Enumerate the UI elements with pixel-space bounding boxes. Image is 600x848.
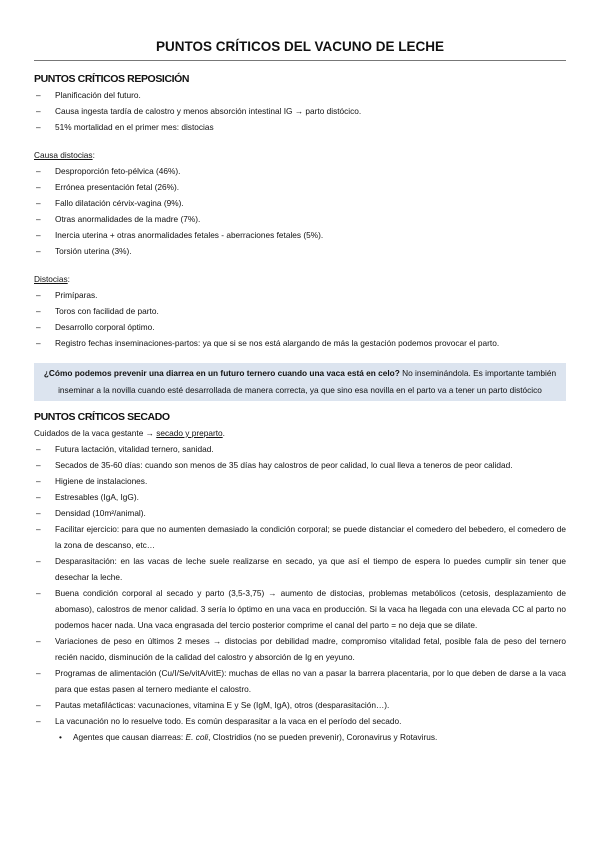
document-page <box>34 38 566 745</box>
list-item <box>34 553 566 585</box>
list-item <box>34 335 566 351</box>
list-item-text: Desarrollo corporal óptimo. <box>55 322 155 332</box>
list-item <box>34 713 566 729</box>
list-item <box>34 163 566 179</box>
list-item-text: Higiene de instalaciones. <box>55 476 148 486</box>
dash-marker: – <box>36 492 41 502</box>
dash-marker: – <box>36 246 41 256</box>
list-item: • Agentes que causan diarreas: E. coli, Clostridios (no se pueden prevenir), Coronavirus y Rotavirus. <box>59 732 438 742</box>
list-item <box>34 521 566 553</box>
section-heading-secado: PUNTOS CRÍTICOS SECADO <box>34 411 170 423</box>
list-item <box>34 585 566 633</box>
list-item <box>34 211 566 227</box>
list-item-text: Otras anormalidades de la madre (7%). <box>55 214 201 224</box>
dash-marker: – <box>36 166 41 176</box>
list-item-text: Fallo dilatación cérvix-vagina (9%). <box>55 198 184 208</box>
dash-marker: – <box>36 214 41 224</box>
list-item <box>34 195 566 211</box>
list-item-text: La vacunación no lo resuelve todo. Es común desparasitar a la vaca en el período del secado. <box>55 716 402 726</box>
list-item-text: Planificación del futuro. <box>55 90 141 100</box>
dash-marker: – <box>36 716 41 726</box>
list-item <box>34 103 566 119</box>
list-item-text: Registro fechas inseminaciones-partos: ya que si se nos está alargando de más la gestación podemos provocar el parto. <box>55 338 500 348</box>
title-divider <box>34 60 566 61</box>
list-item-text: Errónea presentación fetal (26%). <box>55 182 180 192</box>
dash-marker: – <box>36 182 41 192</box>
list-item <box>34 179 566 195</box>
list-item-text: Causa ingesta tardía de calostro y menos absorción intestinal IG → parto distócico. <box>55 106 362 116</box>
dash-marker: – <box>36 476 41 486</box>
causa-distocias-label: Causa distocias: <box>34 150 95 160</box>
list-item <box>34 319 566 335</box>
list-item-text: Facilitar ejercicio: para que no aumenten demasiado la condición corporal; se puede distanciar el comedero del bebedero, el comedero de la zona de descanso, etc… <box>55 524 566 550</box>
dash-marker: – <box>36 636 41 646</box>
list-item <box>34 87 566 103</box>
list-item <box>34 665 566 697</box>
list-item <box>34 441 566 457</box>
list-item-text: Estresables (IgA, IgG). <box>55 492 139 502</box>
list-item <box>34 697 566 713</box>
list-item <box>34 243 566 259</box>
distocias-list <box>34 287 566 351</box>
dash-marker: – <box>36 198 41 208</box>
section-heading-reposicion: PUNTOS CRÍTICOS REPOSICIÓN <box>34 73 190 85</box>
list-item-text: Variaciones de peso en últimos 2 meses → distocias por debilidad madre, compromiso vitalidad fetal, posible fala de peso del ternero recién nacido, disminución de la calidad del calostro y absorción de Ig en yeyuno. <box>55 636 566 662</box>
list-item <box>34 227 566 243</box>
list-item <box>34 473 566 489</box>
dash-marker: – <box>36 306 41 316</box>
secado-bullet-list <box>34 729 566 745</box>
document-title: PUNTOS CRÍTICOS DEL VACUNO DE LECHE <box>155 39 445 54</box>
dash-marker: – <box>36 106 41 116</box>
list-item <box>34 287 566 303</box>
list-item-text: Inercia uterina + otras anormalidades fetales - aberraciones fetales (5%). <box>55 230 324 240</box>
list-item-text: Pautas metafilácticas: vacunaciones, vitamina E y Se (IgM, IgA), otros (desparasitación…). <box>55 700 390 710</box>
dash-marker: – <box>36 508 41 518</box>
list-item <box>34 489 566 505</box>
list-item-text: Primíparas. <box>55 290 98 300</box>
list-item-text: Toros con facilidad de parto. <box>55 306 159 316</box>
list-item-text: Densidad (10m²/animal). <box>55 508 146 518</box>
secado-intro: Cuidados de la vaca gestante → secado y preparto. <box>34 428 225 438</box>
dash-marker: – <box>36 322 41 332</box>
dash-marker: – <box>36 524 41 534</box>
dash-marker: – <box>36 668 41 678</box>
list-item <box>34 119 566 135</box>
dash-marker: – <box>36 444 41 454</box>
dash-marker: – <box>36 700 41 710</box>
list-item <box>34 303 566 319</box>
list-item-text: 51% mortalidad en el primer mes: distocias <box>55 122 214 132</box>
list-item-text: Futura lactación, vitalidad ternero, sanidad. <box>55 444 214 454</box>
dash-marker: – <box>36 230 41 240</box>
distocias-label: Distocias: <box>34 274 70 284</box>
dash-marker: – <box>36 90 41 100</box>
dash-marker: – <box>36 290 41 300</box>
causa-distocias-list <box>34 163 566 259</box>
list-item-text: Secados de 35-60 días: cuando son menos de 35 días hay calostros de peor calidad, lo cual lleva a teneros de peor calidad. <box>55 460 513 470</box>
reposicion-list <box>34 87 566 135</box>
dash-marker: – <box>36 588 41 598</box>
list-item-text: Programas de alimentación (Cu/I/Se/vitA/vitE): muchas de ellas no van a pasar la barrera placentaria, por lo que deben de darse a la vaca para que estas pasen al ternero mediante el calostro. <box>55 668 566 694</box>
callout-box <box>34 363 566 401</box>
dash-marker: – <box>36 556 41 566</box>
callout-question: ¿Cómo podemos prevenir una diarrea en un futuro ternero cuando una vaca está en celo? <box>43 368 400 378</box>
secado-list <box>34 441 566 729</box>
list-item <box>34 457 566 473</box>
callout-answer: No inseminándola. Es importante también inseminar a la novilla cuando esté desarrollada de manera correcta, ya que sino esa novilla en el parto va a tener un parto distócico <box>58 368 557 395</box>
list-item-text: Torsión uterina (3%). <box>55 246 132 256</box>
dash-marker: – <box>36 338 41 348</box>
list-item-text: Buena condición corporal al secado y parto (3,5-3,75) → aumento de distocias, problemas metabólicos (cetosis, desplazamiento de abomaso), calostros de menor calidad. 3 sería lo óptimo en una vaca en producción. Si la vaca ha llegada con una elevada CC al parto no podemos hacer nada. Una vaca engrasada del tercio posterior comprime el canal del parto = no deja que se dilate. <box>55 588 566 630</box>
list-item <box>34 633 566 665</box>
list-item-text: Desparasitación: en las vacas de leche suele realizarse en secado, ya que así el tiempo de espera lo puedes cumplir sin tener que desechar la leche. <box>55 556 566 582</box>
list-item-text: Desproporción feto-pélvica (46%). <box>55 166 181 176</box>
list-item <box>34 505 566 521</box>
dash-marker: – <box>36 122 41 132</box>
dash-marker: – <box>36 460 41 470</box>
